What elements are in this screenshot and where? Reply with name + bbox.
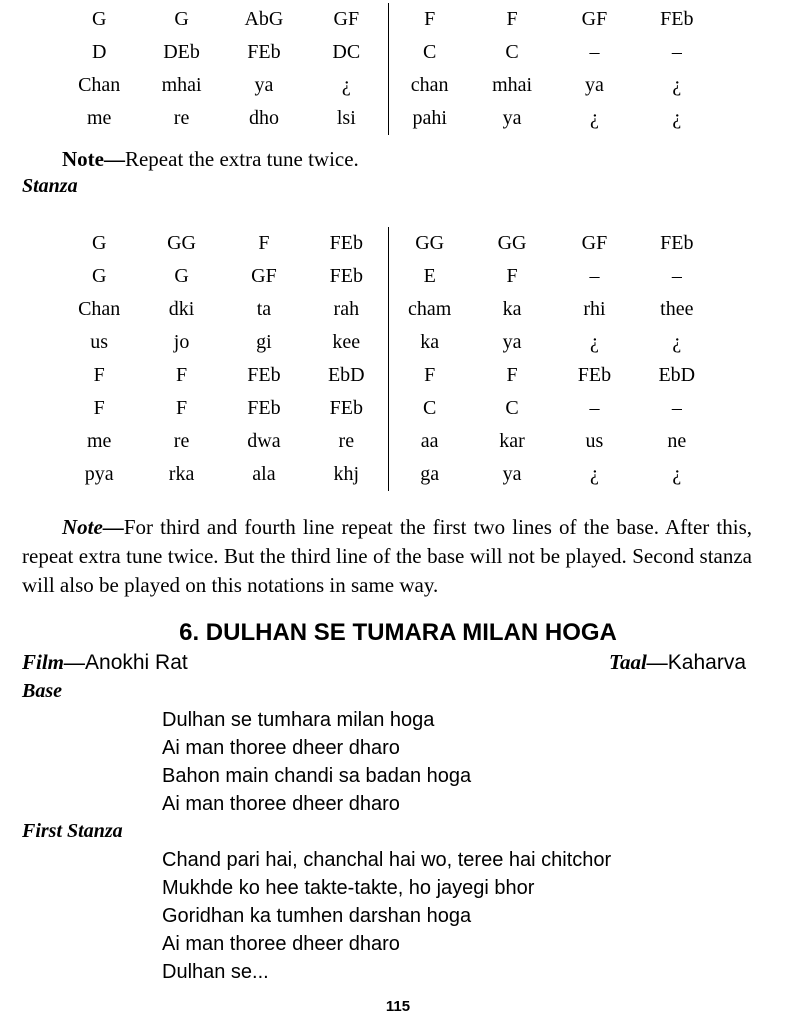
- notation-cell: jo: [173, 331, 190, 353]
- notation-cell: –: [589, 397, 600, 419]
- notation-cell: FEb: [660, 8, 694, 30]
- notation-cell: ¿: [672, 107, 682, 129]
- notation-cell: D: [91, 41, 107, 63]
- notation-cell: F: [388, 3, 471, 36]
- notation-cell: F: [176, 397, 188, 419]
- notation-row: [58, 102, 718, 135]
- notation-cell: FEb: [329, 232, 363, 254]
- base-lyrics: [162, 706, 471, 818]
- notation-cell: re: [173, 430, 190, 452]
- notation-cell: EbD: [658, 364, 696, 386]
- notation-row: [58, 227, 718, 260]
- notation-cell: pahi: [388, 102, 471, 135]
- notation-cell: FEb: [247, 41, 281, 63]
- notation-row: [58, 293, 718, 326]
- notation-cell: ¿: [589, 463, 599, 485]
- notation-cell: cham: [388, 293, 471, 326]
- note-label: Note—: [62, 515, 124, 539]
- notation-cell: AbG: [244, 8, 284, 30]
- notation-cell: Chan: [78, 74, 121, 96]
- note-label: Note—: [62, 147, 125, 171]
- notation-cell: lsi: [336, 107, 356, 129]
- note-text: Repeat the extra tune twice.: [124, 147, 359, 171]
- notation-cell: thee: [660, 298, 694, 320]
- notation-cell: G: [174, 265, 189, 287]
- notation-cell: DEb: [163, 41, 200, 63]
- notation-cell: ¿: [341, 74, 351, 96]
- notation-row: [58, 425, 718, 458]
- notation-cell: EbD: [327, 364, 365, 386]
- notation-cell: G: [91, 265, 107, 287]
- base-label: Base: [22, 680, 62, 702]
- stanza-label: Stanza: [22, 175, 78, 197]
- notation-row: [58, 3, 718, 36]
- notation-cell: –: [671, 397, 682, 419]
- notation-cell: ¿: [672, 331, 682, 353]
- notation-cell: GF: [581, 8, 608, 30]
- first-stanza-lyrics: [162, 846, 611, 986]
- film-info: [22, 650, 188, 675]
- notation-cell: ¿: [589, 107, 599, 129]
- page-number: 115: [385, 998, 411, 1015]
- taal-label: Taal—: [609, 650, 668, 674]
- notation-cell: GF: [251, 265, 277, 287]
- notation-cell: F: [506, 265, 518, 287]
- notation-cell: ga: [388, 458, 471, 491]
- note-repeat-extra-tune: [22, 145, 752, 174]
- notation-cell: ya: [502, 107, 522, 129]
- notation-cell: FEb: [247, 364, 281, 386]
- notation-cell: GG: [497, 232, 527, 254]
- lyric-line: Dulhan se tumhara milan hoga: [162, 709, 435, 731]
- notation-cell: dwa: [247, 430, 281, 452]
- notation-cell: G: [174, 8, 189, 30]
- notation-cell: –: [671, 265, 682, 287]
- notation-cell: FEb: [577, 364, 612, 386]
- notation-cell: aa: [388, 425, 471, 458]
- notation-cell: F: [506, 364, 518, 386]
- stanza-notation-table: [58, 227, 718, 491]
- notation-cell: F: [93, 397, 105, 419]
- notation-cell: –: [671, 41, 682, 63]
- notation-cell: mhai: [492, 74, 533, 96]
- note-third-fourth-line: [22, 513, 752, 600]
- notation-cell: gi: [256, 331, 272, 353]
- notation-cell: GG: [388, 227, 471, 260]
- notation-cell: rka: [168, 463, 195, 485]
- notation-row: [58, 260, 718, 293]
- notation-cell: ya: [502, 463, 522, 485]
- lyric-line: Chand pari hai, chanchal hai wo, teree hai chitchor: [162, 849, 612, 871]
- notation-cell: pya: [84, 463, 114, 485]
- notation-cell: C: [505, 397, 519, 419]
- notation-cell: C: [505, 41, 519, 63]
- film-label: Film—: [22, 650, 86, 674]
- notation-cell: FEb: [329, 265, 363, 287]
- notation-cell: ya: [254, 74, 274, 96]
- film-name: Anokhi Rat: [85, 651, 188, 674]
- notation-cell: FEb: [329, 397, 363, 419]
- notation-cell: ala: [252, 463, 276, 485]
- notation-cell: GF: [333, 8, 360, 30]
- lyric-line: Ai man thoree dheer dharo: [162, 737, 400, 759]
- notation-row: [58, 359, 718, 392]
- notation-cell: rah: [333, 298, 360, 320]
- notation-cell: F: [506, 8, 518, 30]
- notation-cell: FEb: [660, 232, 694, 254]
- notation-cell: re: [338, 430, 355, 452]
- notation-cell: GF: [581, 232, 608, 254]
- notation-cell: chan: [388, 69, 471, 102]
- notation-cell: E: [388, 260, 471, 293]
- notation-cell: khj: [333, 463, 360, 485]
- first-stanza-label: First Stanza: [22, 820, 123, 842]
- notation-cell: –: [589, 265, 600, 287]
- notation-row: [58, 458, 718, 491]
- lyric-line: Goridhan ka tumhen darshan hoga: [162, 905, 472, 927]
- lyric-line: Ai man thoree dheer dharo: [162, 933, 400, 955]
- notation-cell: ya: [502, 331, 522, 353]
- notation-cell: me: [86, 107, 112, 129]
- note-text: For third and fourth line repeat the first two lines of the base. After this, repeat extra tune twice. But the third line of the base will not be played. Second stanza will also be played on this notations in same way.: [22, 515, 752, 597]
- lyric-line: Mukhde ko hee takte-takte, ho jayegi bhor: [162, 877, 535, 899]
- notation-cell: GG: [167, 232, 196, 254]
- notation-cell: ya: [584, 74, 604, 96]
- notation-cell: –: [589, 41, 600, 63]
- notation-cell: me: [86, 430, 112, 452]
- notation-row: [58, 392, 718, 425]
- taal-name: Kaharva: [667, 651, 746, 674]
- lyric-line: Ai man thoree dheer dharo: [162, 793, 400, 815]
- notation-cell: G: [91, 8, 107, 30]
- notation-cell: re: [173, 107, 190, 129]
- notation-cell: DC: [332, 41, 361, 63]
- top-notation-table: [58, 3, 718, 135]
- notation-cell: ¿: [589, 331, 599, 353]
- notation-cell: ne: [667, 430, 687, 452]
- notation-cell: ta: [256, 298, 272, 320]
- notation-row: [58, 69, 718, 102]
- notation-cell: FEb: [247, 397, 281, 419]
- notation-cell: ¿: [672, 74, 682, 96]
- notation-cell: C: [388, 392, 471, 425]
- notation-cell: F: [388, 359, 471, 392]
- lyric-line: Dulhan se...: [162, 961, 269, 983]
- lyric-line: Bahon main chandi sa badan hoga: [162, 765, 472, 787]
- notation-cell: kee: [332, 331, 361, 353]
- notation-cell: ka: [502, 298, 522, 320]
- notation-cell: Chan: [78, 298, 121, 320]
- notation-cell: C: [388, 36, 471, 69]
- notation-cell: ka: [388, 326, 471, 359]
- notation-row: [58, 326, 718, 359]
- notation-cell: mhai: [161, 74, 202, 96]
- notation-cell: kar: [499, 430, 525, 452]
- notation-cell: us: [585, 430, 604, 452]
- notation-cell: dki: [168, 298, 195, 320]
- notation-cell: rhi: [583, 298, 606, 320]
- song-title: 6. DULHAN SE TUMARA MILAN HOGA: [179, 619, 617, 646]
- notation-cell: F: [93, 364, 105, 386]
- notation-row: [58, 36, 718, 69]
- notation-cell: G: [91, 232, 107, 254]
- notation-cell: ¿: [672, 463, 682, 485]
- taal-info: [609, 650, 746, 675]
- notation-cell: us: [90, 331, 109, 353]
- notation-cell: F: [176, 364, 188, 386]
- notation-cell: dho: [248, 107, 279, 129]
- notation-cell: F: [258, 232, 270, 254]
